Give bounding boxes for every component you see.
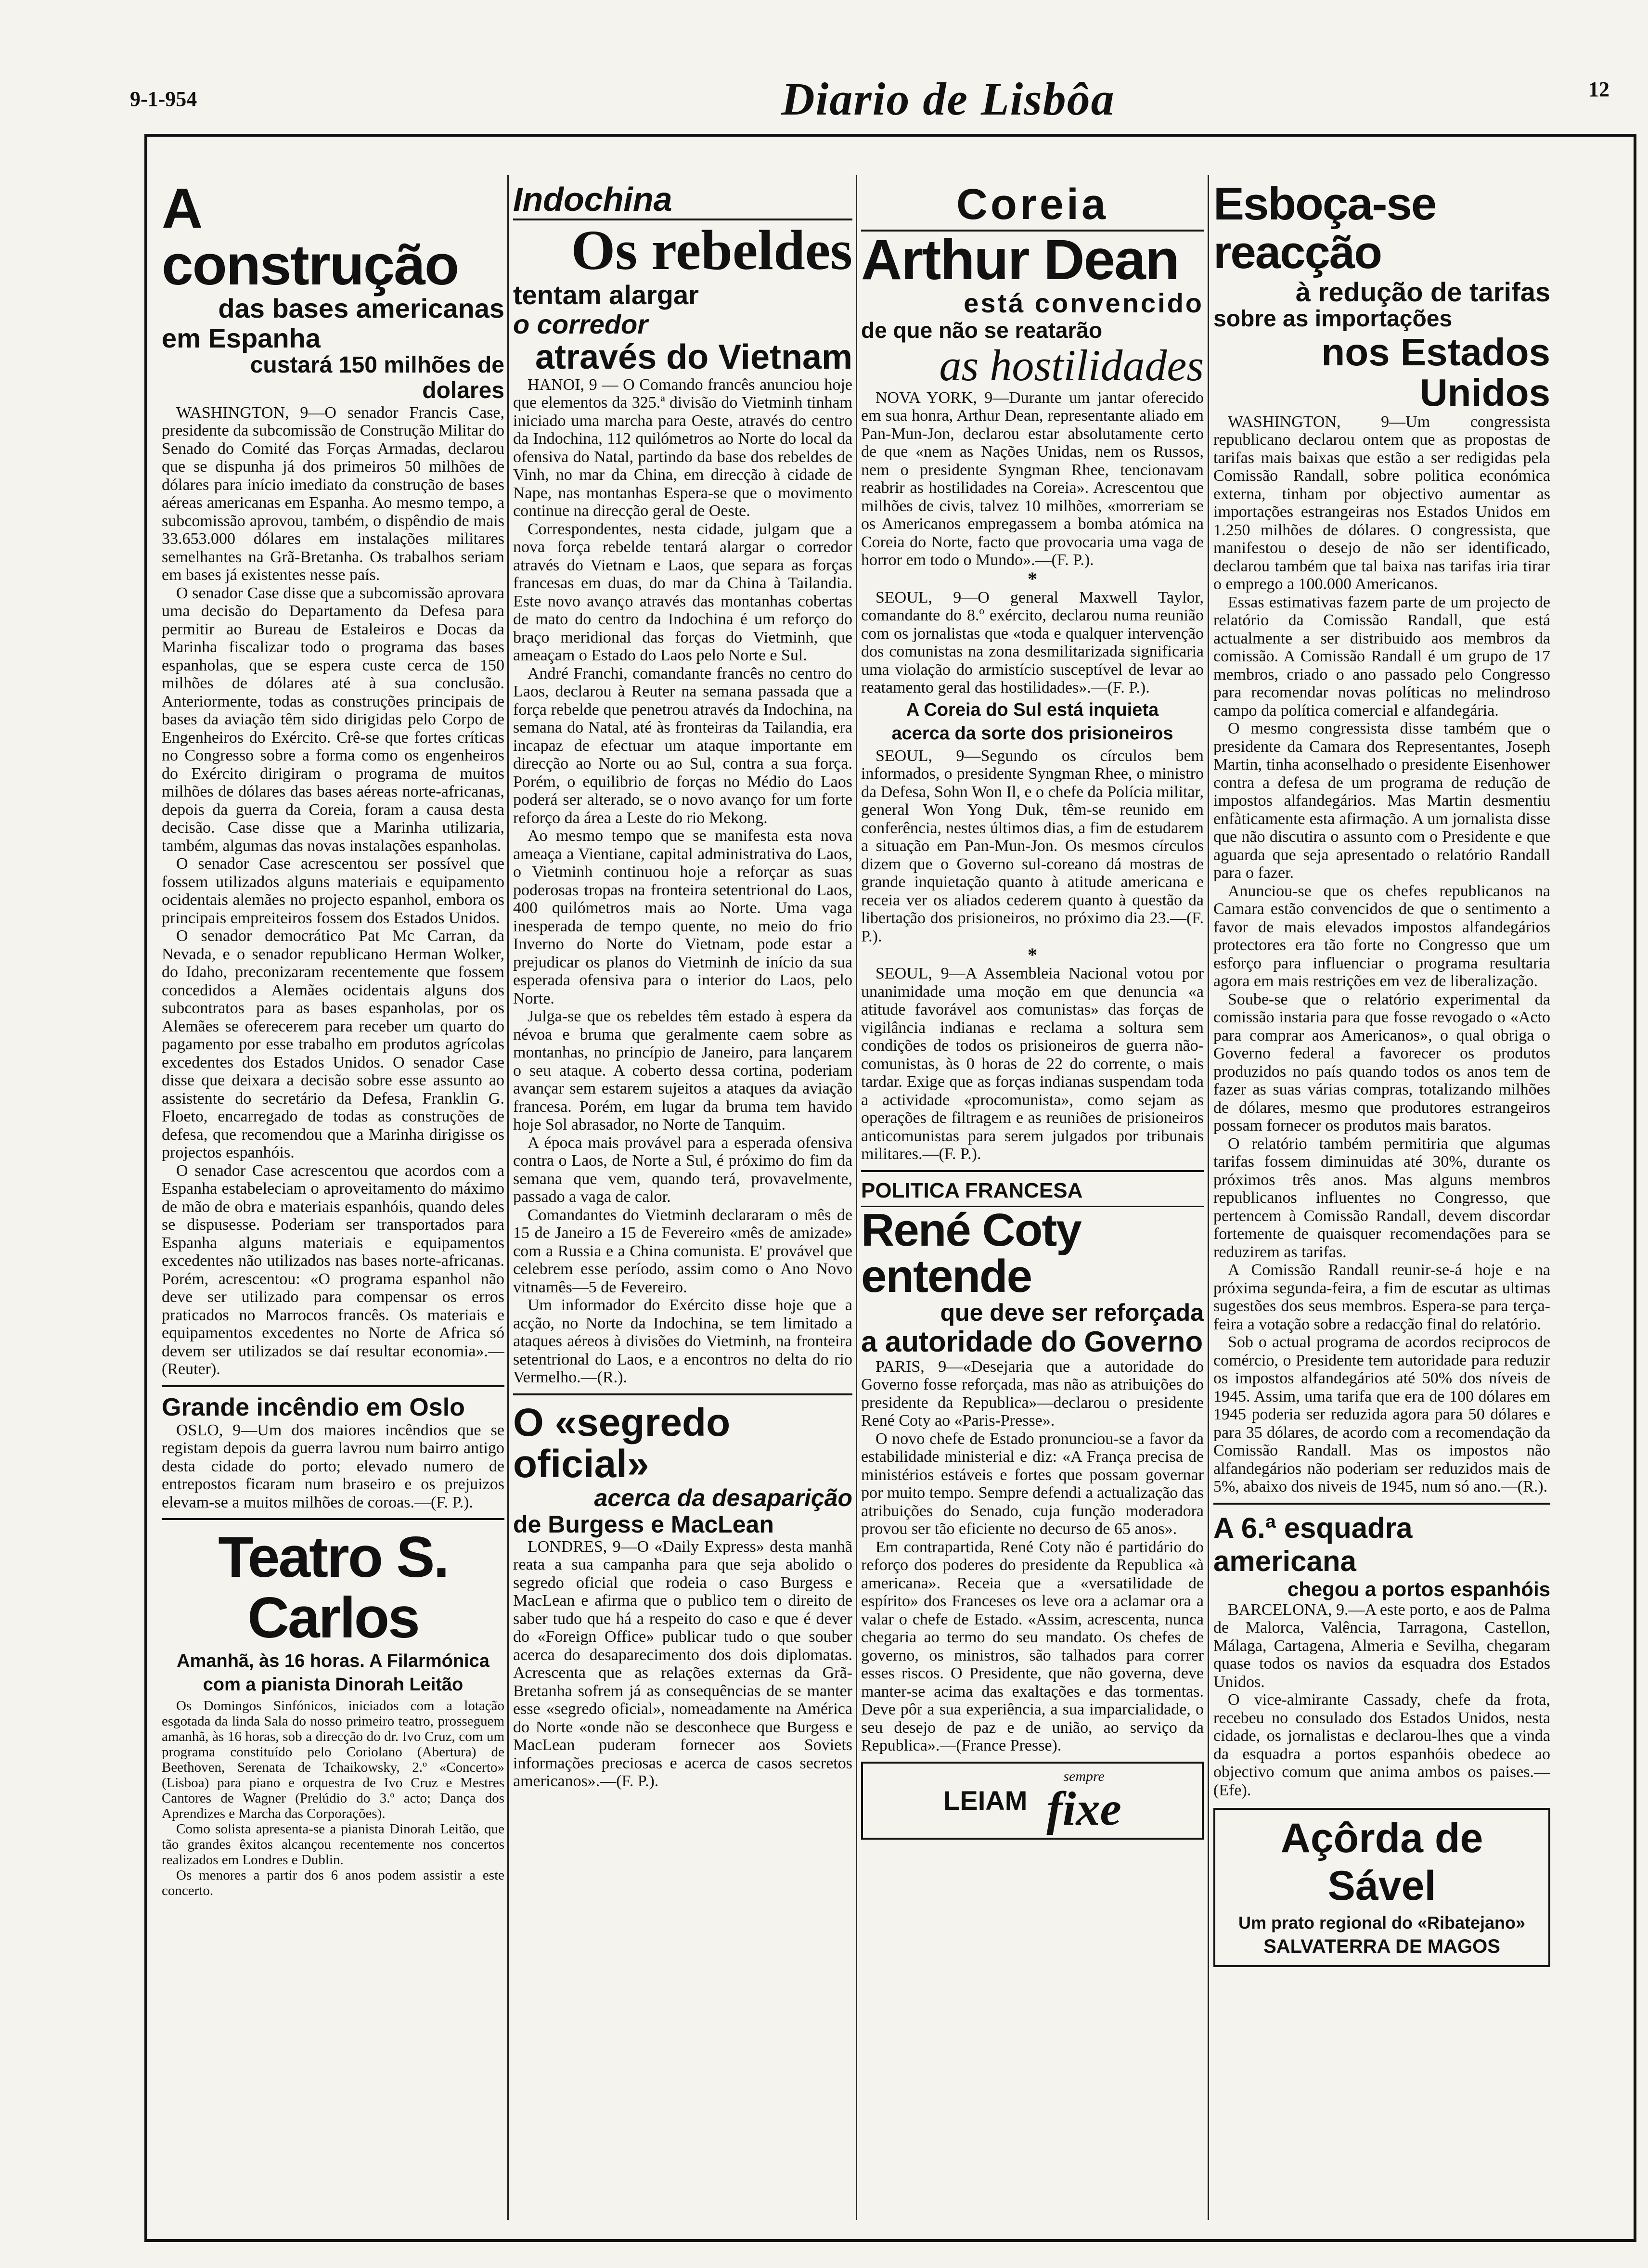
advertisement-fixe <box>861 1762 1204 1840</box>
column-rule <box>1208 175 1209 2220</box>
newspaper-page <box>144 134 1636 2242</box>
paragraph: PARIS, 9—«Desejaria que a autoridade do Governo fosse reforçada, mas não as atribuições do presidente da Republica»—declarou o presidente René Coty ao «Paris-Presse». <box>861 1357 1204 1430</box>
ad-text: sempre <box>1063 1768 1105 1784</box>
paragraph: Em contrapartida, René Coty não é partidário do reforço dos poderes do presidente da Republica «à americana». Receia que a «versatilidade de espírito» dos Franceses os leve ora a aclamar ora a valar o chefe de Estado. «Assim, acrescenta, nunca chegaria ao termo do seu mandato. Os chefes de governo, os ministros, são talhados para correr esses riscos. O Presidente, que não governa, deve manter-se acima das exaltações e das tormentas. Deve pôr a sua experiência, a sua imparcialidade, o seu desejo de paz e de união, ao serviço da Republica».—(France Presse). <box>861 1538 1204 1755</box>
headline-line: acerca da desaparição <box>594 1484 852 1511</box>
section-tag: Indochina <box>513 180 852 220</box>
paragraph: Os menores a partir dos 6 anos podem assistir a este concerto. <box>162 1868 504 1899</box>
headline-line: de Burgess e MacLean <box>513 1510 774 1538</box>
paragraph: O senador Case acrescentou ser possível que fossem utilizados alguns materiais e equipamento ocidentais alemães no projecto espanhol, embora os principais empreiteiros fossem dos Estados Unidos. <box>162 855 504 927</box>
headline: Teatro S. Carlos <box>218 1525 448 1650</box>
paragraph: Soube-se que o relatório experimental da comissão instaria para que fosse revogado o «Acto para comprar aos Americanos», o qual obriga o Governo federal a favorecer os produtos produzidos no país quando todos os anos tem de fazer as suas várias compras, totalizando milhões de dólares, mesmo que produtores estrangeiros possam fornecer os produtos mais baratos. <box>1213 990 1550 1135</box>
ad-text: SALVATERRA DE MAGOS <box>1263 1936 1500 1958</box>
headline: Grande incêndio em Oslo <box>162 1393 465 1421</box>
masthead: Diario de Lisbôa <box>781 73 1115 125</box>
article-body <box>1213 1601 1550 1800</box>
headline-line: nos Estados Unidos <box>1321 330 1550 414</box>
paragraph: SEOUL, 9—A Assembleia Nacional votou por unanimidade uma moção em que denuncia «a atitude favorável aos comunistas» das forças de vigilância indianas e reclama a soltura sem condições de todos os prisioneiros de guerra não-comunistas, às 0 horas de 22 do corrente, o mais tardar. Exige que as forças indianas suspendam toda a actividade «procomunista», como sejam as operações de filtragem e as reuniões de prisioneiros anticomunistas para serem julgados por tribunais militares.—(F. P.). <box>861 965 1204 1163</box>
column-rule <box>856 175 857 2220</box>
headline-line: tentam alargar <box>513 279 699 310</box>
issue-date: 9-1-954 <box>130 87 197 111</box>
article-body <box>861 965 1204 1163</box>
paragraph: WASHINGTON, 9—O senador Francis Case, presidente da subcomissão de Construção Militar do Senado do Comité das Forças Armadas, declarou que se dispunha já dos primeiros 50 milhões de dólares para início imediato da construção de bases aéreas americanas em Espanha. Ao mesmo tempo, a subcomissão aprovou, também, o dispêndio de mais 33.653.000 dólares em instalações militares semelhantes na Grã-Bretanha. Os trabalhos seriam em bases já existentes nesse país. <box>162 403 504 584</box>
paragraph: O vice-almirante Cassady, chefe da frota, recebeu no consulado dos Estados Unidos, nesta cidade, os jornalistas e declarou-lhes que a vinda da esquadra a portos espanhóis obedece ao objectivo comum que anima ambos os paises.—(Efe). <box>1213 1691 1550 1799</box>
divider <box>861 1170 1204 1172</box>
article-body <box>162 404 504 1379</box>
paragraph: LONDRES, 9—O «Daily Express» desta manhã reata a sua campanha para que seja abolido o segredo oficial que rodeia o caso Burgess e MacLean e afirma que o publico tem o direito de saber tudo que há a respeito do caso e que é dever do «Foreign Office» publicar tudo o que souber acerca do desaparecimento dos dois diplomatas. Acrescenta que as relações externas da Grã-Bretanha sofrem já as consequências de se manter esse «segredo oficial», nomeadamente na América do Norte «onde não se desconhece que Burgess e MacLean puderam fornecer aos Soviets informações preciosas e acerca de casos secretos americanos».—(F. P.). <box>513 1537 852 1791</box>
headline: A construção <box>162 180 459 297</box>
paragraph: Os Domingos Sinfónicos, iniciados com a lotação esgotada da linda Sala do nosso primeiro teatro, prosseguem amanhã, às 16 horas, sob a direcção do dr. Ivo Cruz, com um programa constituído pelo Coriolano (Abertura) de Beethoven, Serenata de Tchaikowsky, 2.º «Concerto» (Lisboa) para piano e orquestra de Ivo Cruz e Mestres Cantores de Wagner (Prelúdio do 3.º acto; Dança dos Aprendizes e Marcha das Corporações). <box>162 1698 504 1822</box>
paragraph: Comandantes do Vietminh declararam o mês de 15 de Janeiro a 15 de Fevereiro «mês de amizade» com a Russia e a China comunista. E' provável que celebrem esse período, assim como o Ano Novo vitnamês—5 de Fevereiro. <box>513 1206 852 1296</box>
headline-line: sobre as importações <box>1213 306 1453 332</box>
headline: René Coty entende <box>861 1204 1081 1302</box>
paragraph: Sob o actual programa de acordos reciprocos de comércio, o Presidente tem autoridade para reduzir os impostos alfandegários até 50% dos níveis de 1945. Assim, uma tarifa que era de 100 dólares em 1945 poderia ser reduzida agora para 50 dólares e para 35 dólares, de acordo com a recomendação da Comissão Randall. Mas os impostos não alfandegários não poderiam ser reduzidos mais de 5%, abaixo dos niveis de 1945, num só ano.—(R.). <box>1213 1333 1550 1496</box>
article-body <box>861 589 1204 697</box>
page-number: 12 <box>1588 77 1609 101</box>
paragraph: A Comissão Randall reunir-se-á hoje e na próxima segunda-feira, a fim de escutar as ultimas sugestões dos seus membros. Espera-se para terça-feira a votação sobre a redacção final do relatório. <box>1213 1261 1550 1333</box>
article-body <box>861 1358 1204 1755</box>
paragraph: Essas estimativas fazem parte de um projecto de relatório da Comissão Randall, que está actualmente a ser distribuido aos membros da comissão. A Comissão Randall é um grupo de 17 membros, criado o ano passado pelo Congresso para recomendar novas políticas no melindroso campo da política comercial e alfandegária. <box>1213 593 1550 720</box>
ad-title: Açôrda de Sável <box>1280 1815 1483 1909</box>
article-body <box>162 1421 504 1512</box>
headline-line: das bases americanas <box>218 293 504 323</box>
article-politica-francesa <box>861 1179 1204 1755</box>
subheadline: com a pianista Dinorah Leitão <box>203 1675 464 1695</box>
subheadline: acerca da sorte dos prisioneiros <box>891 723 1173 744</box>
subheadline: A Coreia do Sul está inquieta <box>906 699 1159 720</box>
article-body <box>1213 413 1550 1496</box>
article-body <box>513 376 852 1387</box>
subheadline: Amanhã, às 16 horas. A Filarmónica <box>177 1651 489 1672</box>
headline-line: a autoridade do Governo <box>861 1325 1203 1358</box>
article-coreia <box>861 180 1204 1163</box>
column-1 <box>162 180 504 1898</box>
headline-line: em Espanha <box>162 322 321 353</box>
headline: Arthur Dean <box>861 228 1179 292</box>
headline-line: chegou a portos espanhóis <box>1287 1577 1550 1600</box>
paragraph: Como solista apresenta-se a pianista Dinorah Leitão, que tão grandes êxitos alcançou recentemente nos concertos realizados em Londres e Dublin. <box>162 1821 504 1868</box>
column-3 <box>861 180 1204 1840</box>
separator-star: * <box>1028 567 1037 590</box>
headline-line: de que não se reatarão <box>861 317 1103 343</box>
divider <box>1213 1503 1550 1505</box>
section-tag: Coreia <box>861 180 1204 232</box>
headline-line: está convencido <box>964 288 1204 318</box>
article-6a-esquadra <box>1213 1511 1550 1800</box>
headline-line: à redução de tarifas <box>1295 276 1550 307</box>
separator-star: * <box>1028 944 1037 966</box>
article-teatro <box>162 1527 504 1898</box>
section-tag: POLITICA FRANCESA <box>861 1179 1204 1207</box>
article-bases-espanha <box>162 180 504 1379</box>
paragraph: André Franchi, comandante francês no centro do Laos, declarou à Reuter na semana passada que a força rebelde que penetrou através da Indochina, na semana do Natal, até às fronteiras da Tailandia, era incapaz de efectuar um ataque importante em direcção ao Norte ou ao Sul, contra a sua força. Porém, o equilibrio de forças no Médio do Laos poderá ser alterado, se o novo avanço for um forte reforço da área a Leste do rio Mekong. <box>513 664 852 827</box>
ad-text: Um prato regional do «Ribatejano» <box>1238 1913 1526 1933</box>
article-tarifas <box>1213 180 1550 1496</box>
divider <box>162 1518 504 1520</box>
ad-brand-logo: fixe <box>1046 1781 1121 1835</box>
divider <box>513 1393 852 1395</box>
headline: Os rebeldes <box>571 219 852 282</box>
paragraph: O senador Case acrescentou que acordos com a Espanha estabeleciam o aproveitamento do máximo de mão de obra e materiais espanhóis, quando deles se dispusesse. Poderiam ser transportados para Espanha alguns materiais e equipamentos excedentes não utilizados nas bases norte-africanas. Porém, acrescentou: «O programa espanhol não deve ser utilizado para compensar os erros praticados no Marrocos francês. Os materiais e equipamentos excedentes no Norte de Africa só devem ser utilizados se daí resultar economia».—(Reuter). <box>162 1161 504 1379</box>
headline-line: o corredor <box>513 309 648 340</box>
paragraph: O relatório também permitiria que algumas tarifas fossem diminuidas até 30%, durante os próximos três anos. Mas alguns membros republicanos influentes no Congresso, que pertencem à Comissão Randall, devem discordar fortemente de quaisquer recomendações para se reduzirem as tarifas. <box>1213 1134 1550 1261</box>
paragraph: O mesmo congressista disse também que o presidente da Camara dos Representantes, Joseph Martin, tinha aconselhado o presidente Eisenhower contra a defesa de um programa de redução de impostos alfandegários. Mas Martin desmentiu enfàticamente esta afirmação. A um jornalista disse que não discutira o assunto com o Presidente e que aguarda que seja apresentado o relatório Randall para o fazer. <box>1213 720 1550 882</box>
paragraph: A época mais provável para a esperada ofensiva contra o Laos, de Norte a Sul, é próximo do fim da semana que vem, quando terá, provavelmente, passado a vaga de calor. <box>513 1134 852 1206</box>
paragraph: OSLO, 9—Um dos maiores incêndios que se registam depois da guerra lavrou num bairro antigo desta cidade do porto; elevado numero de entrepostos ficaram num braseiro e os prejuizos elevam-se a muitos milhões de coroas.—(F. P.). <box>162 1421 504 1511</box>
column-2 <box>513 180 852 1791</box>
paragraph: NOVA YORK, 9—Durante um jantar oferecido em sua honra, Arthur Dean, representante aliado em Pan-Mun-Jon, declarou estar absolutamente certo de que «nem as Nações Unidas, nem os Russos, nem o presidente Syngman Rhee, tencionavam reabrir as hostilidades na Coreia». Acrescentou que milhões de civis, talvez 10 milhões, «morreriam se os Americanos empregassem a bomba atómica na Coreia do Norte, facto que provocaria uma vaga de horror em todo o Mundo».—(F. P.). <box>861 388 1204 569</box>
paragraph: SEOUL, 9—O general Maxwell Taylor, comandante do 8.º exército, declarou numa reunião com os jornalistas que «toda e qualquer intervenção dos comunistas na zona desmilitarizada significaria uma violação do armistício susceptível de levar ao reatamento geral das hostilidades».—(F. P.). <box>861 588 1204 697</box>
article-body <box>513 1538 852 1791</box>
article-oslo-fire <box>162 1394 504 1512</box>
divider <box>162 1385 504 1387</box>
paragraph: Julga-se que os rebeldes têm estado à espera da névoa e bruma que geralmente caem sobre as montanhas, no princípio de Janeiro, para lançarem o seu ataque. A coberto dessa cortina, poderiam avançar sem estarem sujeitos a ataques da aviação francesa. Porém, em lugar da bruma tem havido hoje Sol abrasador, no Norte de Tanquim. <box>513 1007 852 1134</box>
article-body <box>861 747 1204 946</box>
article-segredo-oficial <box>513 1402 852 1791</box>
headline-line: através do Vietnam <box>535 338 852 377</box>
headline: O «segredo oficial» <box>513 1400 731 1486</box>
paragraph: O novo chefe de Estado pronunciou-se a favor da estabilidade ministerial e diz: «A França precisa de ministérios estáveis e fortes que possam governar por muito tempo. Sempre defendi a actualização das atribuições do Senado, cuja função moderadora provou ser tão eficiente no decurso de 65 anos». <box>861 1430 1204 1538</box>
column-4 <box>1213 180 1550 1967</box>
article-body <box>861 389 1204 569</box>
paragraph: BARCELONA, 9.—A este porto, e aos de Palma de Malorca, Valência, Tarragona, Castellon, Málaga, Cartagena, Almeria e Sevilha, chegaram quase todos os navios da esquadra dos Estados Unidos. <box>1213 1600 1550 1691</box>
ad-text: LEIAM <box>943 1785 1028 1816</box>
headline: A 6.ª esquadra americana <box>1213 1511 1413 1577</box>
article-body <box>162 1698 504 1898</box>
headline: Esboça-se reacção <box>1213 180 1436 278</box>
article-indochina <box>513 180 852 1387</box>
paragraph: Correspondentes, nesta cidade, julgam que a nova força rebelde tentará alargar o corredor através do Vietnam e Laos, que separa as forças francesas em duas, do mar da China à Tailandia. Este novo avanço através das montanhas cobertas de mato do centro da Indochina é um reforço do braço meridional das forças do Vietminh, que ameaçam o Estado do Laos pelo Norte e Sul. <box>513 520 852 665</box>
headline-line: custará 150 milhões de dolares <box>250 352 504 403</box>
headline-line: as hostilidades <box>939 341 1204 390</box>
paragraph: Um informador do Exército disse hoje que a acção, no Norte da Indochina, se tem limitado a ataques aéreos à divisões do Vietminh, na fronteira setentrional do Laos, e a encontros no delta do rio Vermelho.—(R.). <box>513 1296 852 1387</box>
paragraph: Ao mesmo tempo que se manifesta esta nova ameaça a Vientiane, capital administrativa do Laos, o Vietminh continuou hoje a reforçar as suas poderosas tropas na fronteira setentrional do Laos, 400 quilómetros mais ao Norte. Uma vaga inesperada de tempo quente, no meio do frio Inverno do Norte do Vietnam, pode estar a prejudicar os planos do Vietminh de início da sua esperada ofensiva para o interior do Laos, pelo Norte. <box>513 827 852 1007</box>
paragraph: WASHINGTON, 9—Um congressista republicano declarou ontem que as propostas de tarifas mais baixas que estão a ser redigidas pela Comissão Randall, sobre politica económica externa, tinham por objectivo aumentar as importações estrangeiras nos Estados Unidos em 1.250 milhões de dólares. O congressista, que manifestou o desejo de não ser identificado, declarou também que tal baixa nas tarifas iria tirar o emprego a 100.000 Americanos. <box>1213 412 1550 593</box>
page-header <box>130 72 1619 130</box>
paragraph: Anunciou-se que os chefes republicanos na Camara estão convencidos de que o sentimento a favor de mais elevados impostos alfandegários protectores era tão forte no Congresso que um esforço para influenciar o programa resultaria agora em mais restrições em vez de liberalização. <box>1213 882 1550 991</box>
column-rule <box>507 175 509 2220</box>
paragraph: SEOUL, 9—Segundo os círculos bem informados, o presidente Syngman Rhee, o ministro da Defesa, Sohn Won Il, e o chefe da Polícia militar, general Won Yong Duk, têm-se reunido em conferência, nestes últimos dias, a fim de estudarem a situação em Pan-Mun-Jon. Os mesmos círculos dizem que o Governo sul-coreano dá mostras de grande inquietação quanto à atitude americana e receia ver os aliados cederem quanto à questão da libertação dos prisioneiros, no próximo dia 23.—(F. P.). <box>861 747 1204 945</box>
paragraph: O senador Case disse que a subcomissão aprovara uma decisão do Departamento da Defesa para permitir ao Bureau de Estaleiros e Docas da Marinha fiscalizar todo o programa das bases espanholas, que se espera custe cerca de 150 milhões de dólares até à sua conclusão. Anteriormente, todas as construções principais de bases da aviação têm sido dirigidas pelo Corpo de Engenheiros do Exército. Crê-se que fortes críticas no Congresso sobre a forma como os engenheiros do Exército dirigiram o programa de muitos milhões de dólares das bases aéreas norte-africanas, depois da guerra da Coreia, foram a causa desta decisão. Case disse que a Marinha utilizaria, também, algumas das novas instalações espanholas. <box>162 584 504 855</box>
paragraph: O senador democrático Pat Mc Carran, da Nevada, e o senador republicano Herman Wolker, do Idaho, preconizaram recentemente que fossem concedidos a Alemães ocidentais alguns dos subcontratos para as bases espanholas, por os Alemães se oferecerem para receber um quarto do pagamento por esse trabalho em produtos agrícolas excedentes dos Estados Unidos. O senador Case disse que deixara a decisão sobre esse assunto ao assistente do secretário da Defesa, Franklin G. Floeto, encarregado de todas as construções de defesa, que recomendou que a Marinha dirigisse os projectos espanhóis. <box>162 927 504 1162</box>
headline-line: que deve ser reforçada <box>940 1299 1204 1326</box>
paragraph: HANOI, 9 — O Comando francês anunciou hoje que elementos da 325.ª divisão do Vietminh tinham iniciado uma marcha para Oeste, através do centro da Indochina, 112 quilómetros ao Norte do local da ofensiva do Natal, partindo da base dos rebeldes de Vinh, no mar da China, em direcção à cidade de Nape, nas montanhas Espera-se que o movimento continue na direcção geral de Oeste. <box>513 375 852 520</box>
advertisement-acorda <box>1213 1808 1550 1967</box>
